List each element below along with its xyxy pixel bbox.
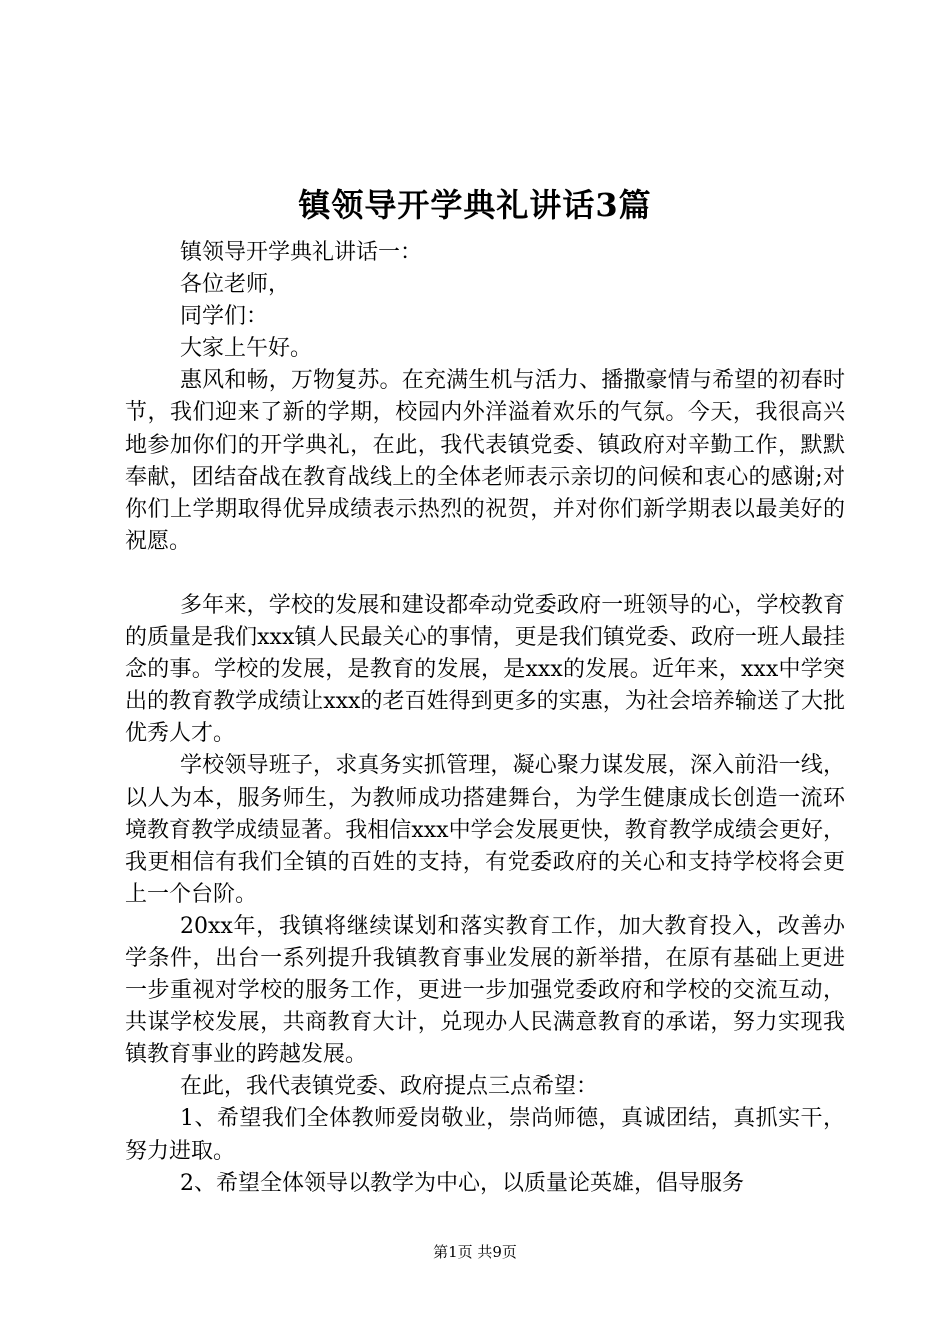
paragraph-hope-2: 2、希望全体领导以教学为中心，以质量论英雄，倡导服务 [180,1170,744,1196]
paragraph-plans: 20xx年，我镇将继续谋划和落实教育工作，加大教育投入，改善办学条件，出台一系列提升我镇教育事业发展的新举措，在原有基础上更进一步重视对学校的服务工作，更进一步加强党委政府和学校的交流互动，共谋学校发展，共商教育大计，兑现办人民满意教育的承诺，努力实现我镇教育事业的跨越发展。 [125,913,845,1068]
document-title: 镇领导开学典礼讲话3篇 [298,186,652,224]
salutation-teachers: 各位老师， [180,272,291,298]
page-number: 第1页 共9页 [433,1243,517,1261]
paragraph-leadership: 学校领导班子，求真务实抓管理，凝心聚力谋发展，深入前沿一线，以人为本，服务师生，为教师成功搭建舞台，为学生健康成长创造一流环境教育教学成绩显著。我相信xxx中学会发展更快，教育教学成绩会更好，我更相信有我们全镇的百姓的支持，有党委政府的关心和支持学校将会更上一个台阶。 [125,753,845,907]
paragraph-hopes-intro: 在此，我代表镇党委、政府提点三点希望： [180,1074,599,1100]
section-heading: 镇领导开学典礼讲话一： [180,240,423,265]
paragraph-opening: 惠风和畅，万物复苏。在充满生机与活力、播撒豪情与希望的初春时节，我们迎来了新的学期，校园内外洋溢着欢乐的气氛。今天，我很高兴地参加你们的开学典礼，在此，我代表镇党委、镇政府对辛勤工作，默默奉献，团结奋战在教育战线上的全体老师表示亲切的问候和衷心的感谢;对你们上学期取得优异成绩表示热烈的祝贺，并对你们新学期表以最美好的祝愿。 [125,368,845,554]
paragraph-hope-1: 1、希望我们全体教师爱岗敬业，崇尚师德，真诚团结，真抓实干，努力进取。 [125,1106,845,1164]
paragraph-spacer [125,558,845,590]
greeting: 大家上午好。 [180,336,313,362]
document-body [125,237,845,1200]
salutation-students: 同学们： [180,304,269,330]
paragraph-school-development: 多年来，学校的发展和建设都牵动党委政府一班领导的心，学校教育的质量是我们xxx镇人民最关心的事情，更是我们镇党委、政府一班人最挂念的事。学校的发展，是教育的发展，是xxx的发展。近年来，xxx中学突出的教育教学成绩让xxx的老百姓得到更多的实惠，为社会培养输送了大批优秀人才。 [125,592,845,747]
